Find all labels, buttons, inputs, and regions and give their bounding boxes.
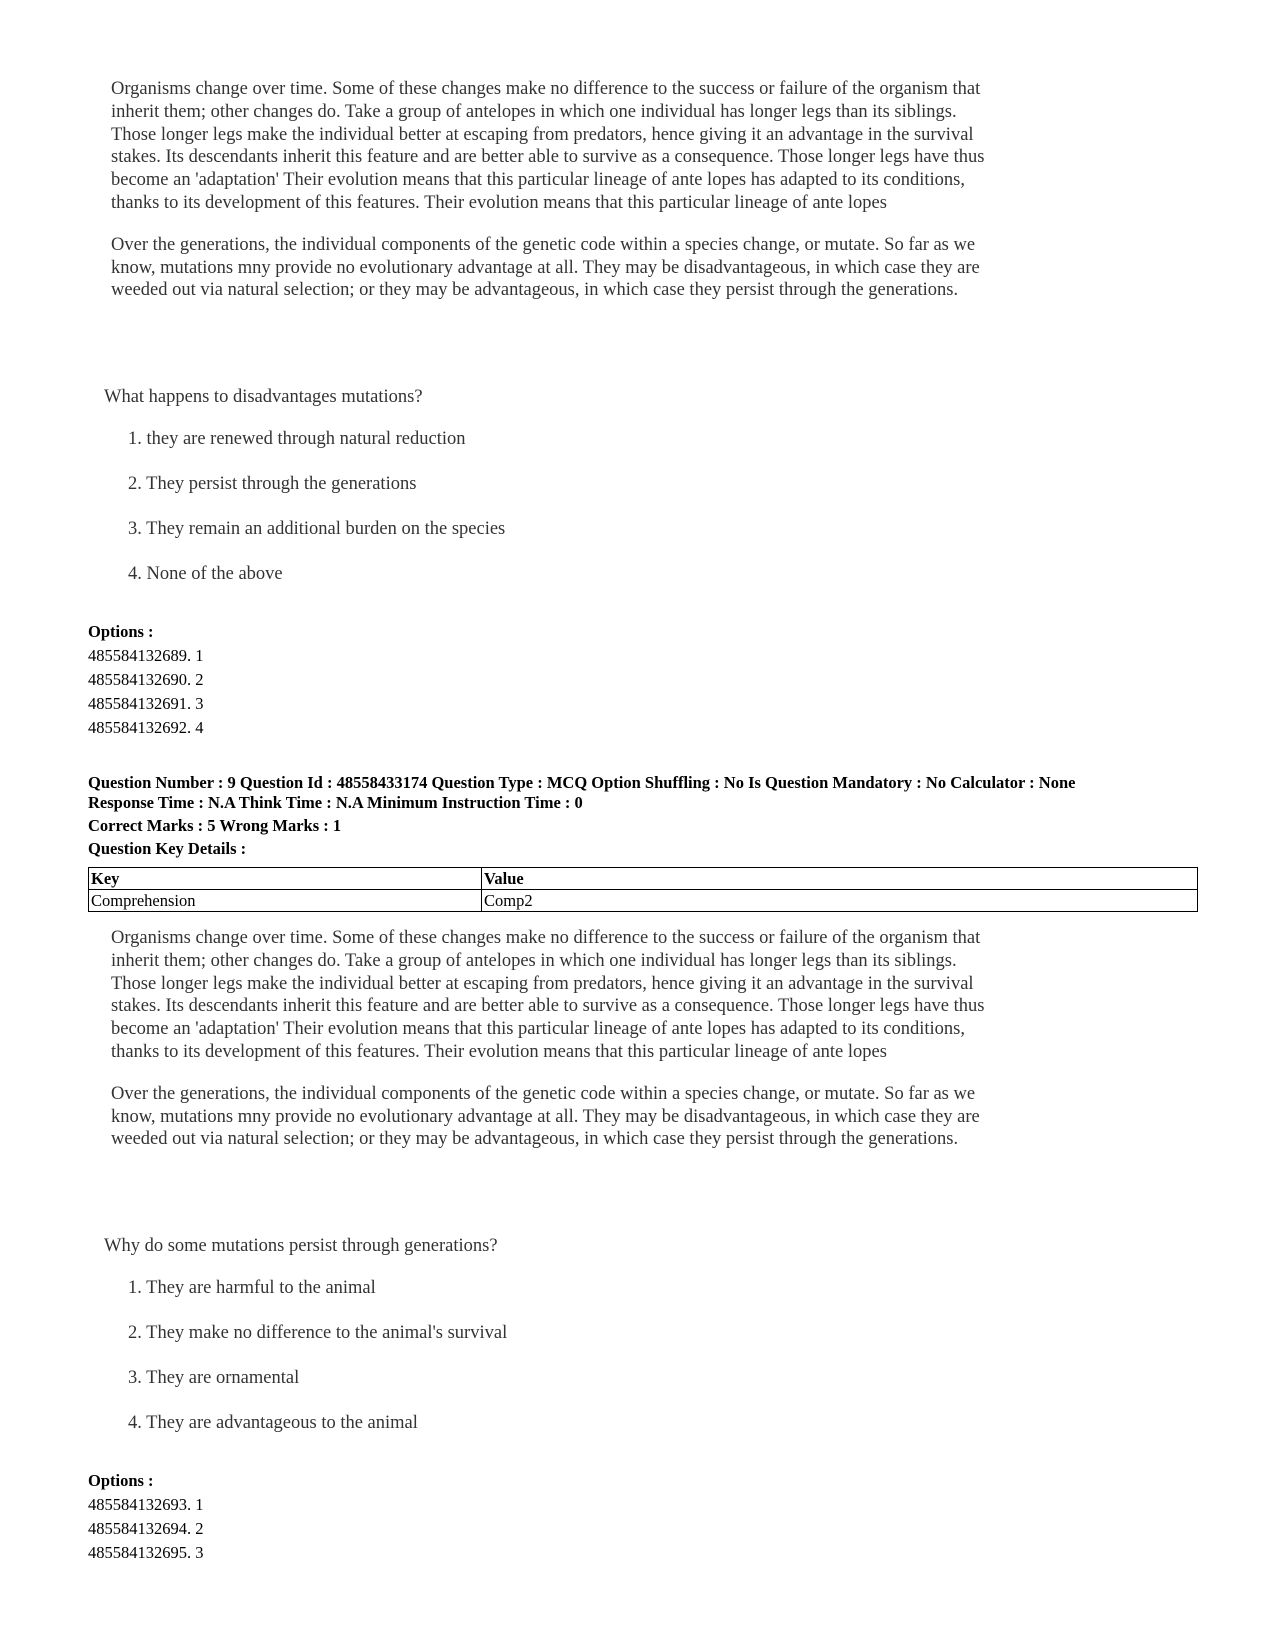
passage-2-paragraph-2: Over the generations, the individual components of the genetic code within a species change, or mutate. So far as we know, mutations mny provide no evolutionary advantage at all. They may be disadvantageous, in which case they are weeded out via natural selection; or they may be advantageous, in which case they persist through the generations. [111,1083,980,1150]
question-1-choices [128,428,505,608]
question-meta-line-2: Response Time : N.A Think Time : N.A Minimum Instruction Time : 0 [88,793,583,812]
table-row [89,890,1198,912]
option-id-row: 485584132693. 1 [88,1495,204,1514]
passage-2 [111,927,991,1151]
question-2-choice-4: 4. They are advantageous to the animal [128,1413,418,1433]
key-cell: Comprehension [89,890,482,912]
question-1-text: What happens to disadvantages mutations? [104,387,423,407]
question-1-options [88,620,204,740]
question-marks: Correct Marks : 5 Wrong Marks : 1 [88,816,342,835]
option-id-row: 485584132689. 1 [88,646,204,665]
question-1-choice-3: 3. They remain an additional burden on the species [128,519,506,539]
passage-2-paragraph-1: Organisms change over time. Some of these changes make no difference to the success or failure of the organism that inherit them; other changes do. Take a group of antelopes in which one individual has longer legs than its siblings. Those longer legs make the individual better at escaping from predators, hence giving it an advantage in the survival stakes. Its descendants inherit this feature and are better able to survive as a consequence. Those longer legs have thus become an 'adaptation' Their evolution means that this particular lineage of ante lopes has adapted to its conditions, thanks to its development of this features. Their evolution means that this particular lineage of ante lopes [111,928,985,1062]
table-row [89,868,1198,890]
options-label: Options : [88,1471,154,1490]
option-id-row: 485584132691. 3 [88,694,204,713]
question-meta-line-1: Question Number : 9 Question Id : 48558433174 Question Type : MCQ Option Shuffling : No Is Question Mandatory : No Calculator : None [88,773,1076,792]
option-id-row: 485584132694. 2 [88,1519,204,1538]
question-2-options [88,1469,204,1565]
question-meta [88,773,1208,859]
question-1-choice-1: 1. they are renewed through natural reduction [128,429,466,449]
key-details-table [88,867,1198,912]
question-2-choice-2: 2. They make no difference to the animal's survival [128,1323,508,1343]
value-cell: Comp2 [482,890,1198,912]
key-header: Key [89,868,482,890]
option-id-row: 485584132692. 4 [88,718,204,737]
question-2-choice-1: 1. They are harmful to the animal [128,1278,376,1298]
question-1-choice-4: 4. None of the above [128,564,283,584]
question-2-choice-3: 3. They are ornamental [128,1368,300,1388]
option-id-row: 485584132690. 2 [88,670,204,689]
question-key-details-label: Question Key Details : [88,839,247,858]
question-1-choice-2: 2. They persist through the generations [128,474,417,494]
value-header: Value [482,868,1198,890]
passage-1 [111,78,991,302]
question-2-text: Why do some mutations persist through generations? [104,1236,498,1256]
passage-1-paragraph-2: Over the generations, the individual components of the genetic code within a species change, or mutate. So far as we know, mutations mny provide no evolutionary advantage at all. They may be disadvantageous, in which case they are weeded out via natural selection; or they may be advantageous, in which case they persist through the generations. [111,234,980,301]
option-id-row: 485584132695. 3 [88,1543,204,1562]
question-2-choices [128,1277,507,1457]
options-label: Options : [88,622,154,641]
passage-1-paragraph-1: Organisms change over time. Some of these changes make no difference to the success or failure of the organism that inherit them; other changes do. Take a group of antelopes in which one individual has longer legs than its siblings. Those longer legs make the individual better at escaping from predators, hence giving it an advantage in the survival stakes. Its descendants inherit this feature and are better able to survive as a consequence. Those longer legs have thus become an 'adaptation' Their evolution means that this particular lineage of ante lopes has adapted to its conditions, thanks to its development of this features. Their evolution means that this particular lineage of ante lopes [111,79,985,213]
